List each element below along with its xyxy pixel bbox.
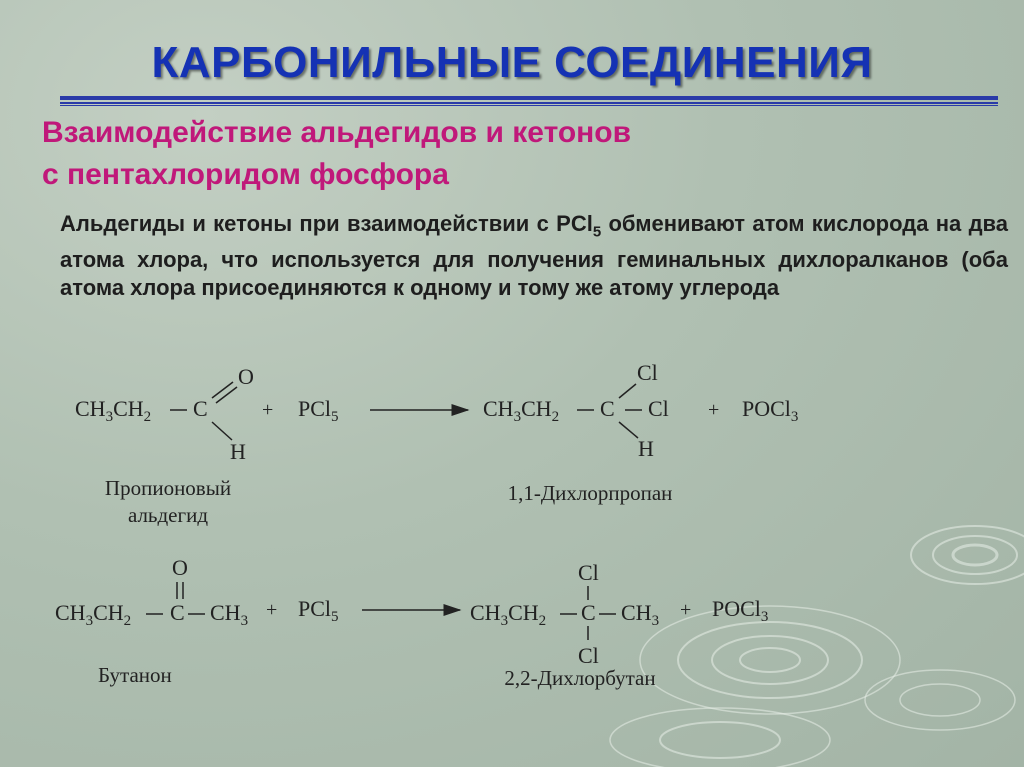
r1-double-bond-b	[216, 387, 237, 403]
r1-chlorine-right: Cl	[648, 396, 669, 421]
r1-h-bond-product	[619, 422, 638, 438]
r1-product-name: 1,1-Дихлорпропан	[507, 481, 673, 505]
r2-plus-2: +	[680, 599, 692, 621]
r1-oxygen: O	[238, 364, 254, 389]
r1-cl-top-bond	[619, 384, 636, 398]
r1-reactant-name-1: Пропионовый	[104, 476, 232, 500]
r2-product-carbon: C	[581, 600, 596, 625]
body-subscript: 5	[592, 223, 602, 241]
r1-chlorine-top: Cl	[637, 360, 658, 385]
subtitle-line-1: Взаимодействие альдегидов и кетонов	[42, 116, 632, 149]
r1-hydrogen: H	[230, 439, 246, 464]
r1-plus-1: +	[262, 399, 274, 421]
slide-title: КАРБОНИЛЬНЫЕ СОЕДИНЕНИЯ	[151, 38, 873, 87]
r1-byproduct: POCl$_3$	[742, 396, 799, 425]
r1-reactant-formula: $CH_3CH_2$	[75, 396, 152, 425]
r1-product-carbon: C	[600, 396, 615, 421]
r2-chlorine-top: Cl	[578, 560, 599, 585]
r2-product-name: 2,2-Дихлорбутан	[504, 666, 656, 690]
reaction-2	[55, 555, 768, 690]
r2-reactant-carbon: C	[170, 600, 185, 625]
r2-reagent: PCl$_5$	[298, 596, 339, 625]
r2-product-formula: $CH_3CH_2$	[470, 600, 547, 629]
r2-byproduct: POCl$_3$	[712, 596, 769, 625]
reaction-1	[75, 360, 798, 527]
r1-product-formula: $CH_3CH_2$	[483, 396, 560, 425]
body-text-start: Альдегиды и кетоны при взаимодействии с PCl	[60, 211, 593, 236]
subtitle-line-2: с пентахлоридом фосфора	[42, 158, 449, 191]
r2-reactant-name: Бутанон	[98, 663, 172, 687]
r2-oxygen: O	[172, 555, 188, 580]
r2-reactant-ch3: $CH_3$	[210, 600, 249, 629]
r1-h-bond	[212, 422, 232, 440]
r2-product-ch3: $CH_3$	[621, 600, 660, 629]
r1-reactant-carbon: C	[193, 396, 208, 421]
r1-reactant-name-2: альдегид	[127, 503, 209, 527]
r1-product-hydrogen: H	[638, 436, 654, 461]
r2-chlorine-bottom: Cl	[578, 643, 599, 668]
body-text-rest: обменивают атом кислорода на два атома хлора, что используется для получения геминальных дихлоралканов (оба атома хлора присоединяются к одному и тому же атому углерода	[60, 211, 1009, 301]
r1-plus-2: +	[708, 399, 720, 421]
r2-reactant-formula: $CH_3CH_2$	[55, 600, 132, 629]
r1-double-bond-a	[212, 382, 233, 398]
r1-reagent: PCl$_5$	[298, 396, 339, 425]
r2-plus-1: +	[266, 599, 278, 621]
